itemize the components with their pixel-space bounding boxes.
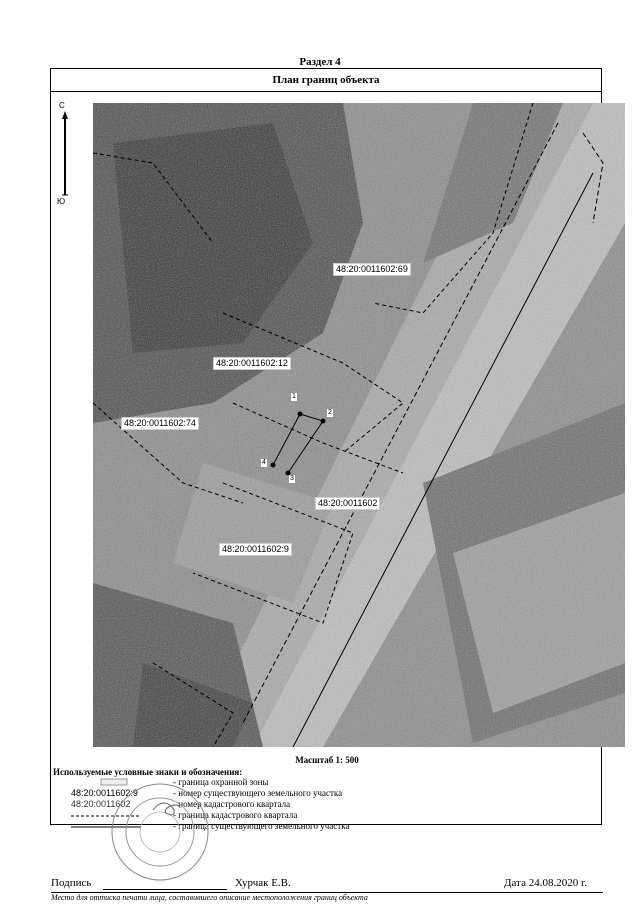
legend-text: - номер существующего земельного участка [173,788,343,798]
parcel-label-74: 48:20:0011602:74 [121,417,199,430]
point-label-3: 3 [290,475,294,482]
point-label-1: 1 [292,393,296,400]
compass-south: Ю [57,197,66,206]
parcel-label-12: 48:20:0011602:12 [213,357,291,370]
legend-title: Используемые условные знаки и обозначения: [53,767,243,777]
parcel-number-symbol: 48:20:0011602:9 [71,788,138,798]
compass-north: С [59,101,65,110]
legend-text: - граница кадастрового квартала [173,810,298,820]
signature-underline [103,889,227,890]
compass [57,101,73,211]
footnote: Место для оттиска печати лица, составившего описание местоположения границ объекта [51,892,603,902]
signer-name: Хурчак Е.В. [235,877,291,889]
quarter-number-symbol: 48:20:0011602 [71,799,131,809]
north-arrow-icon [60,111,70,197]
parcel-label-69: 48:20:0011602:69 [333,263,411,276]
scale-label: Масштаб 1: 500 [295,755,359,765]
point-label-4: 4 [262,459,266,466]
legend-text: - граница охранной зоны [173,777,269,787]
document-frame [50,68,602,902]
legend-text: - номер кадастрового квартала [173,799,291,809]
map-image [93,103,625,747]
signature-label: Подпись [51,877,92,889]
seal-stamp [108,780,212,884]
signature-date: Дата 24.08.2020 г. [504,877,587,889]
frame-header: План границ объекта [51,69,601,92]
legend-text: - граница существующего земельного участка [173,821,350,831]
section-title: Раздел 4 [299,56,341,68]
quarter-label: 48:20:0011602 [315,497,380,510]
parcel-label-9: 48:20:0011602:9 [219,543,292,556]
point-label-2: 2 [328,409,332,416]
